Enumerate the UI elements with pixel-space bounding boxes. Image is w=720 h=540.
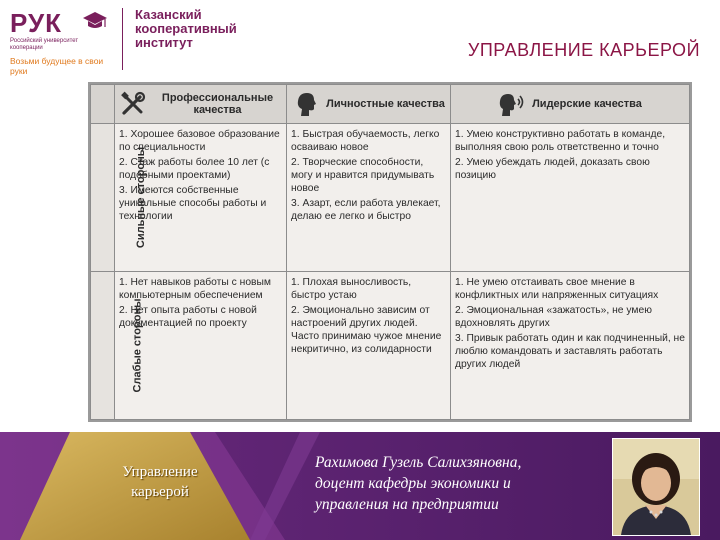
list-item: 3. Имеются собственные уникальные способы работы и технологии — [119, 185, 267, 222]
table-corner — [91, 85, 115, 124]
logo-slogan: Возьми будущее в свои руки — [10, 56, 104, 76]
column-header-professional — [115, 85, 287, 124]
logo-subtext: Российский университет кооперации — [10, 38, 79, 51]
table-cell — [451, 272, 690, 420]
logo-text: РУК — [10, 8, 63, 38]
list-item: 2. Творческие способности, могу и нравится придумывать новое — [291, 157, 435, 194]
header — [0, 0, 720, 80]
list-item: 2. Эмоционально зависим от настроений других людей. Часто принимаю чужое мнение некритично, из солидарности — [291, 305, 442, 355]
speaker-icon — [498, 90, 526, 118]
list-item: 1. Не умею отстаивать свое мнение в конфликтных или напряженных ситуациях — [455, 277, 659, 301]
row-label-weaknesses: Слабые стороны — [91, 272, 115, 420]
column-label: Лидерские качества — [532, 98, 642, 110]
list-item: 2. Эмоциональная «зажатость», не умею вдохновлять других — [455, 305, 652, 329]
list-item: 1. Быстрая обучаемость, легко осваиваю новое — [291, 129, 440, 153]
logo-divider — [122, 8, 123, 70]
column-label: Личностные качества — [326, 98, 445, 110]
list-item: 1. Умею конструктивно работать в команде, выполняя свою роль ответственно и точно — [455, 129, 666, 153]
column-header-personal — [287, 85, 451, 124]
list-item: 2. Нет опыта работы с новой документацией по проекту — [119, 305, 257, 329]
university-logo — [10, 8, 110, 76]
list-item: 2. Умею убеждать людей, доказать свою позицию — [455, 157, 650, 181]
qualities-table — [88, 82, 692, 422]
author-position: доцент кафедры экономики и — [315, 475, 511, 492]
list-item: 1. Нет навыков работы с новым компьютерным обеспечением — [119, 277, 272, 301]
topic-label: Управление карьерой — [122, 464, 198, 500]
column-label: Профессиональные качества — [161, 92, 274, 116]
author-photo — [612, 438, 700, 536]
table-cell — [287, 272, 451, 420]
institute-name: Казанский кооперативный институт — [135, 7, 237, 50]
table-row-strengths — [91, 124, 690, 272]
column-header-leadership — [451, 85, 690, 124]
table-cell — [287, 124, 451, 272]
list-item: 3. Привык работать один и как подчиненный, не люблю командовать и заставлять работать других людей — [455, 333, 685, 370]
graduation-cap-icon — [82, 10, 108, 32]
list-item: 1. Хорошее базовое образование по специальности — [119, 129, 280, 153]
author-department: управления на предприятии — [315, 496, 499, 513]
table-row-weaknesses — [91, 272, 690, 420]
tools-icon — [119, 90, 147, 118]
author-info — [315, 452, 605, 515]
author-name: Рахимова Гузель Салихзяновна, — [315, 454, 522, 471]
table-cell — [451, 124, 690, 272]
row-label-strengths: Сильные стороны — [91, 124, 115, 272]
portrait-image — [613, 439, 699, 535]
table-header-row — [91, 85, 690, 124]
head-icon — [292, 90, 320, 118]
list-item: 1. Плохая выносливость, быстро устаю — [291, 277, 412, 301]
slide-title: УПРАВЛЕНИЕ КАРЬЕРОЙ — [467, 40, 700, 60]
list-item: 2. Стаж работы более 10 лет (с подобными проектами) — [119, 157, 270, 181]
list-item: 3. Азарт, если работа увлекает, делаю ее легко и быстро — [291, 198, 441, 222]
